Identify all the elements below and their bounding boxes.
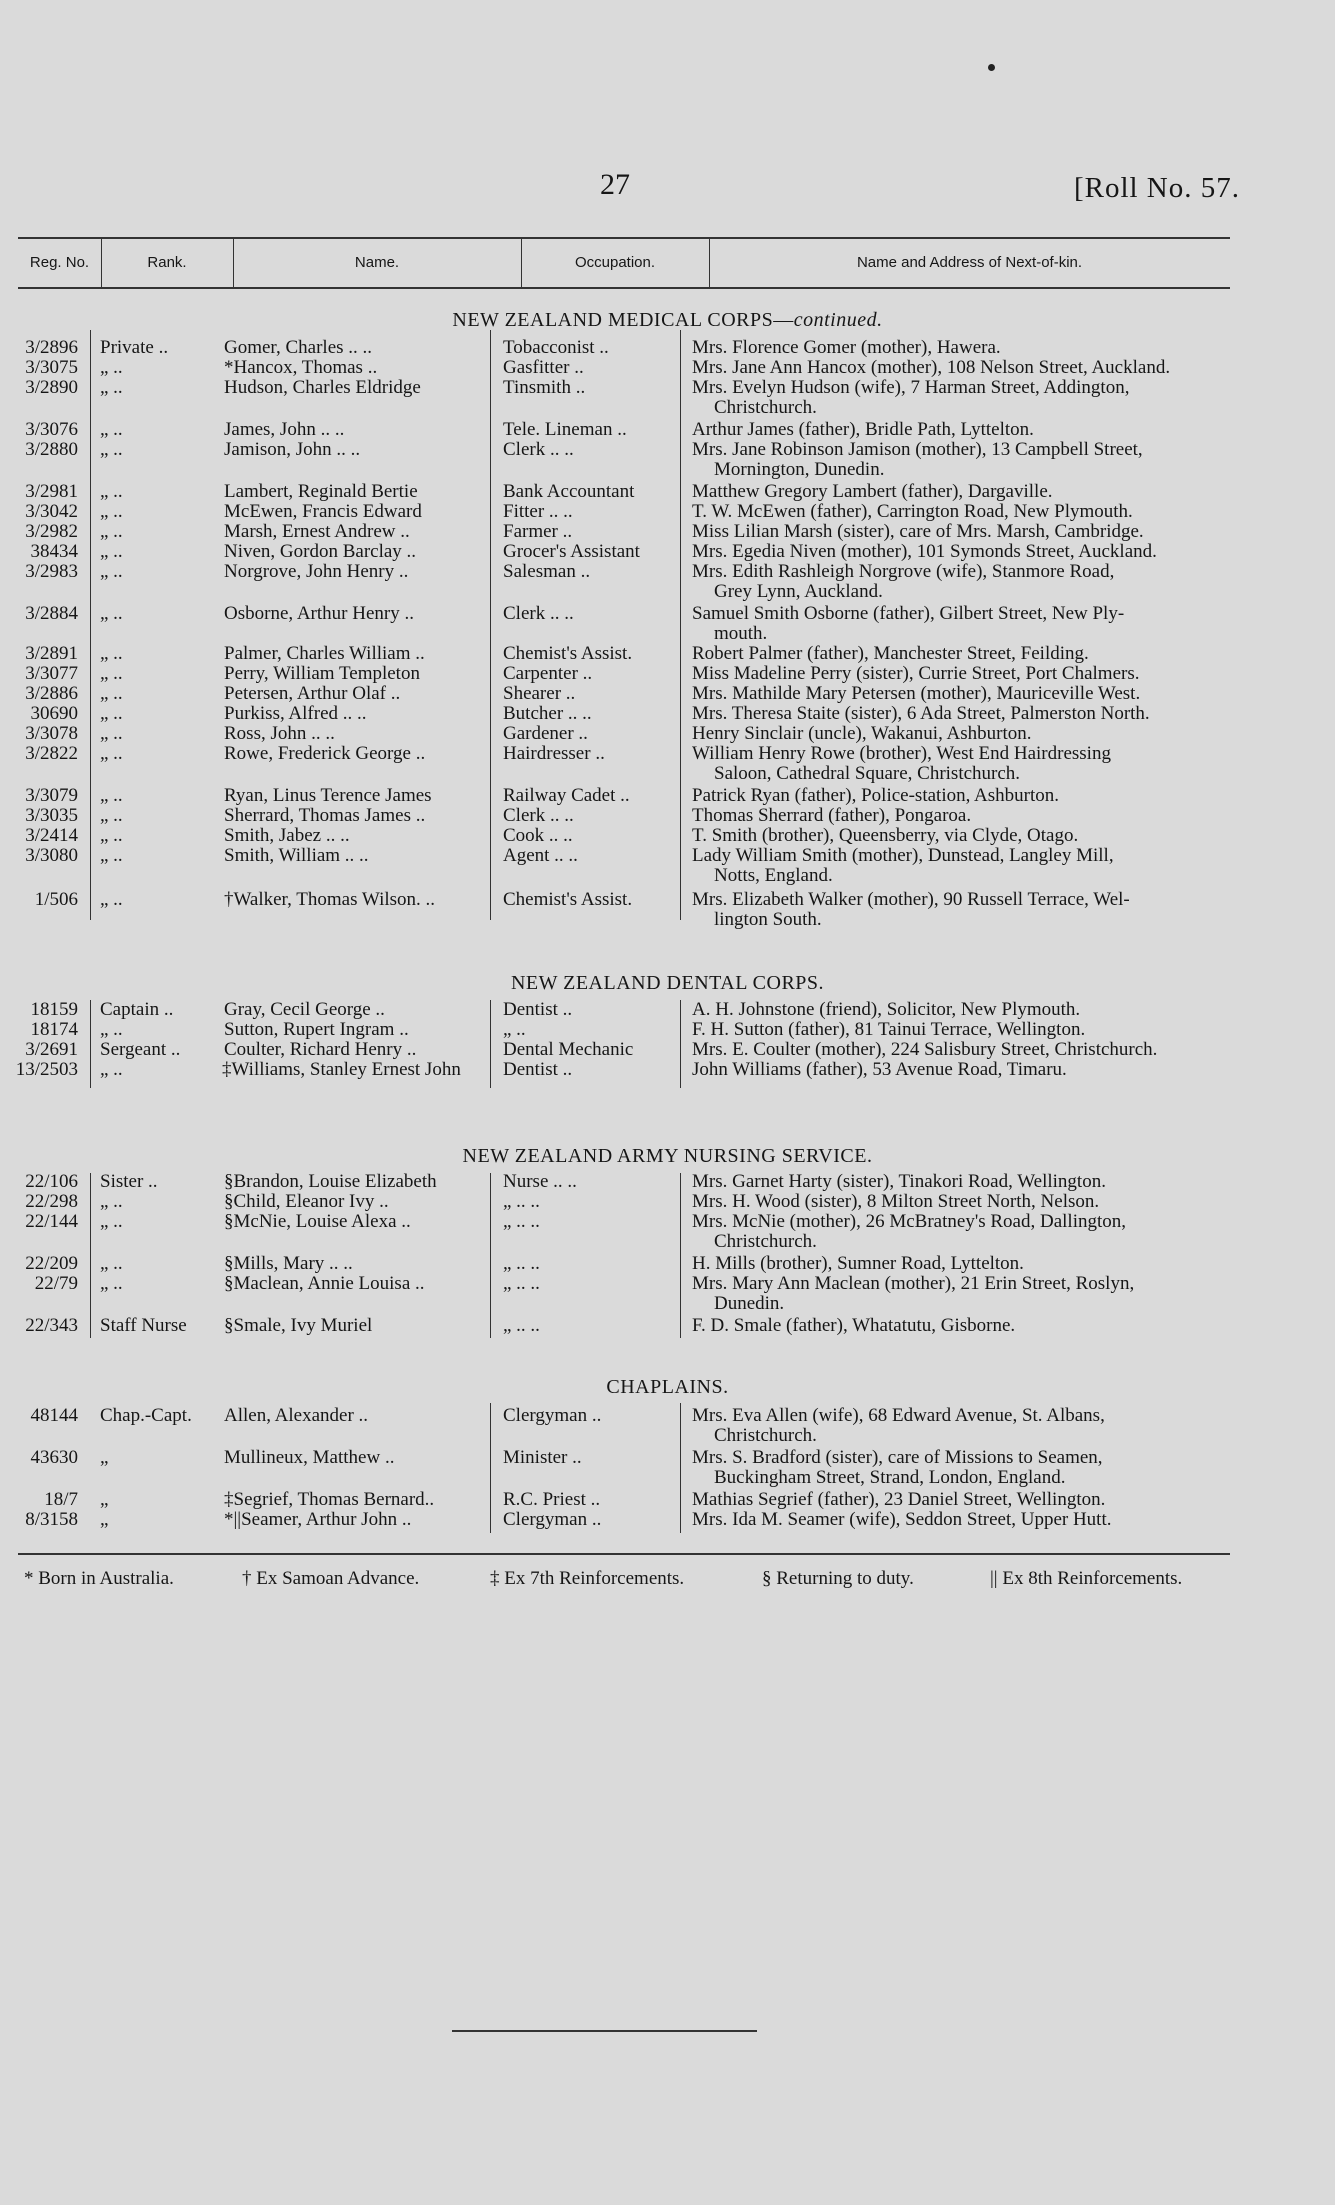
header-kin: Name and Address of Next-of-kin. (856, 254, 1083, 271)
end-rule (452, 2030, 757, 2032)
column-rule (90, 1000, 91, 1088)
footnote: § Returning to duty. (762, 1568, 914, 1589)
footnote: || Ex 8th Reinforcements. (990, 1568, 1183, 1589)
header-rank: Rank. (101, 239, 234, 287)
column-rule (490, 1403, 491, 1533)
table-header (18, 237, 1230, 289)
page-number: 27 (600, 168, 630, 201)
column-rule (490, 1173, 491, 1338)
footnote: † Ex Samoan Advance. (242, 1568, 420, 1589)
footnote-rule (18, 1553, 1230, 1555)
column-rule (490, 330, 491, 920)
header-occupation: Occupation. (521, 239, 710, 287)
header-name: Name. (233, 239, 522, 287)
section-heading-nursing: NEW ZEALAND ARMY NURSING SERVICE. (462, 1145, 873, 1167)
section-heading-chaplains: CHAPLAINS. (606, 1376, 729, 1398)
column-rule (680, 1403, 681, 1533)
column-rule (680, 1000, 681, 1088)
header-reg: Reg. No. (18, 239, 102, 287)
column-rule (680, 1173, 681, 1338)
column-rule (90, 1173, 91, 1338)
section-heading-dental: NEW ZEALAND DENTAL CORPS. (510, 972, 825, 994)
column-rule (490, 1000, 491, 1088)
column-rule (90, 330, 91, 920)
footnote: * Born in Australia. (24, 1568, 174, 1589)
roll-number: [Roll No. 57. (1073, 172, 1240, 204)
ink-dot (988, 64, 995, 71)
column-rule (680, 330, 681, 920)
footnote: ‡ Ex 7th Reinforcements. (490, 1568, 685, 1589)
section-heading-medical: NEW ZEALAND MEDICAL CORPS—continued. (452, 309, 883, 331)
